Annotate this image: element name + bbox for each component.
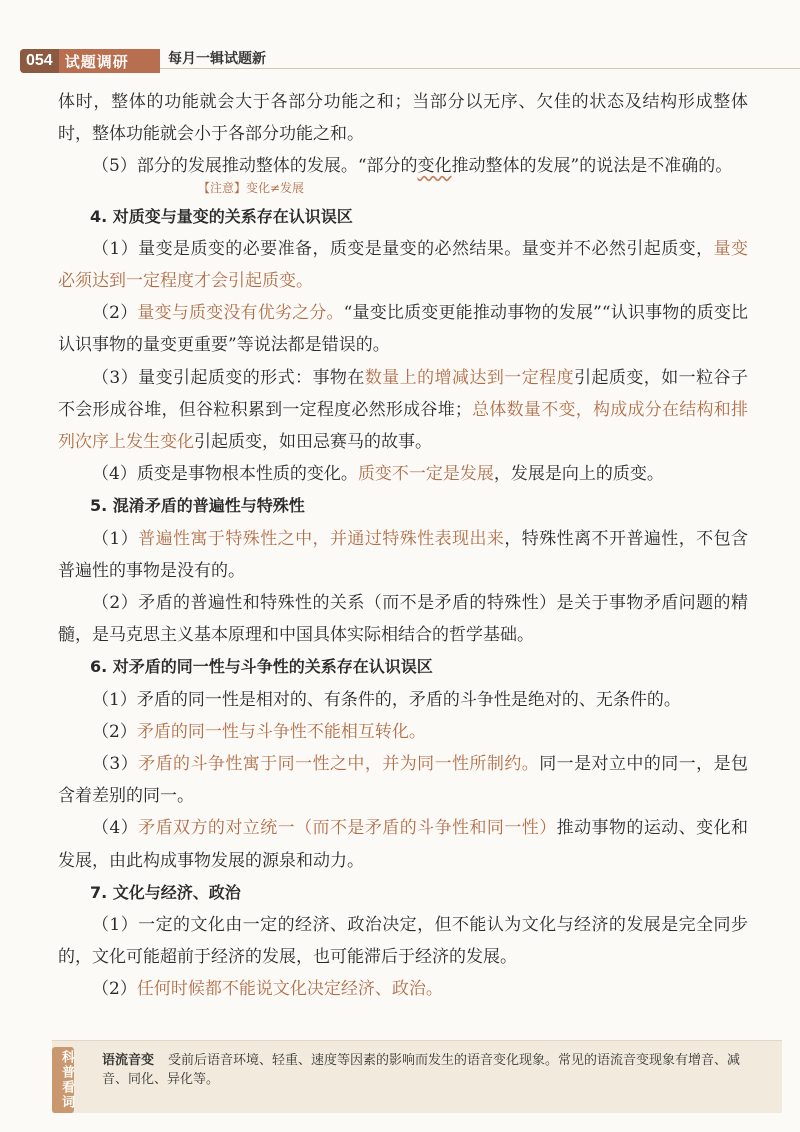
page-header [20,46,800,76]
highlighted-text: 矛盾的同一性与斗争性不能相互转化。 [136,721,426,742]
page-number: 054 [20,49,59,73]
paragraph [58,458,748,490]
glossary-text [102,1051,742,1089]
paragraph [58,233,748,297]
text: （2） [92,979,137,1000]
text: （1）一定的文化由一定的经济、政治决定，但不能认为文化与经济的发展是完全同步的，文化可能超前于经济的发展，也可能滞后于经济的发展。 [58,915,748,968]
glossary-tab: 科普看词 [52,1047,74,1113]
paragraph [58,150,748,182]
text: （2） [92,721,137,742]
text: 体时，整体的功能就会大于各部分功能之和；当部分以无序、欠佳的状态及结构形成整体时，整体功能就会小于各部分功能之和。 [58,92,748,145]
text: 推动整体的发展”的说法是不准确的。 [451,156,733,177]
text: 引起质变，如一粒谷子不会形成谷堆，但谷粒积累到一定程度必然形成谷堆； [58,367,748,420]
paragraph [58,716,748,748]
paragraph [58,748,748,812]
text: “量变比质变更能推动事物的发展”“认识事物的质变比认识事物的量变更重要”等说法都是错误的。 [58,303,749,356]
paragraph [58,86,748,150]
text: 同一是对立中的同一，是包含着差别的同一。 [58,754,749,807]
section-heading-6: 6. 对矛盾的同一性与斗争性的关系存在认识误区 [90,657,433,677]
paragraph [58,362,748,459]
highlighted-text: 矛盾的斗争性寓于同一性之中，并为同一性所制约。 [138,754,540,775]
text: 推动事物的运动、变化和发展，由此构成事物发展的源泉和动力。 [58,818,749,871]
section-heading-4: 4. 对质变与量变的关系存在认识误区 [90,206,353,226]
text: ，特殊性离不开普遍性，不包含普遍性的事物是没有的。 [58,528,749,581]
text: （2） [92,303,138,324]
wavy-underlined-text: 变化 [417,156,452,177]
header-tagline: 每月一辑试题新 [168,51,266,67]
text: （1）量变是质变的必要准备，质变是量变的必然结果。量变并不必然引起质变， [92,238,714,259]
section-heading-5: 5. 混淆矛盾的普遍性与特殊性 [90,496,305,516]
text: （4）质变是事物根本性质的变化。 [92,464,358,485]
highlighted-text: 质变不一定是发展 [357,464,494,485]
text: （3）量变引起质变的形式：事物在 [92,367,365,388]
section-heading-7: 7. 文化与经济、政治 [90,882,241,902]
annotation-note: 【注意】变化≠发展 [198,180,305,195]
glossary-definition: 受前后语音环境、轻重、速度等因素的影响而发生的语音变化现象。常见的语流音变现象有增音、减音、同化、异化等。 [102,1053,741,1087]
highlighted-text: 数量上的增减达到一定程度 [364,367,575,388]
paragraph [58,523,748,587]
highlighted-text: 矛盾双方的对立统一（而不是矛盾的斗争性和同一性） [138,818,557,839]
text: （5）部分的发展推动整体的发展。“部分的 [92,156,418,177]
text: 引起质变，如田忌赛马的故事。 [194,432,432,453]
glossary-term: 语流音变 [102,1053,155,1068]
text: ，发展是向上的质变。 [493,464,664,485]
paragraph [58,684,748,716]
highlighted-text: 量变与质变没有优劣之分。 [137,303,344,324]
paragraph [58,297,748,361]
text: （1） [92,528,139,549]
text: （1）矛盾的同一性是相对的、有条件的，矛盾的斗争性是绝对的、无条件的。 [92,689,681,710]
text: （2）矛盾的普遍性和特殊性的关系（而不是矛盾的特殊性）是关于事物矛盾问题的精髓，是马克思主义基本原理和中国具体实际相结合的哲学基础。 [58,593,748,646]
highlighted-text: 任何时候都不能说文化决定经济、政治。 [136,979,443,1000]
highlighted-text: 普遍性寓于特殊性之中，并通过特殊性表现出来 [138,528,505,549]
column-name: 试题调研 [64,52,129,71]
paragraph [58,909,748,973]
text: （4） [92,818,139,839]
paragraph [58,812,748,876]
glossary-box [52,1040,782,1113]
text: （3） [92,754,139,775]
highlighted-text: 总体数量不变，构成成分在结构和排列次序上发生变化 [58,399,749,453]
column-badge [20,49,160,73]
highlighted-text: 量变必须达到一定程度才会引起质变。 [58,238,748,292]
paragraph [58,973,748,1005]
paragraph [58,587,748,651]
article-body [58,86,748,1006]
